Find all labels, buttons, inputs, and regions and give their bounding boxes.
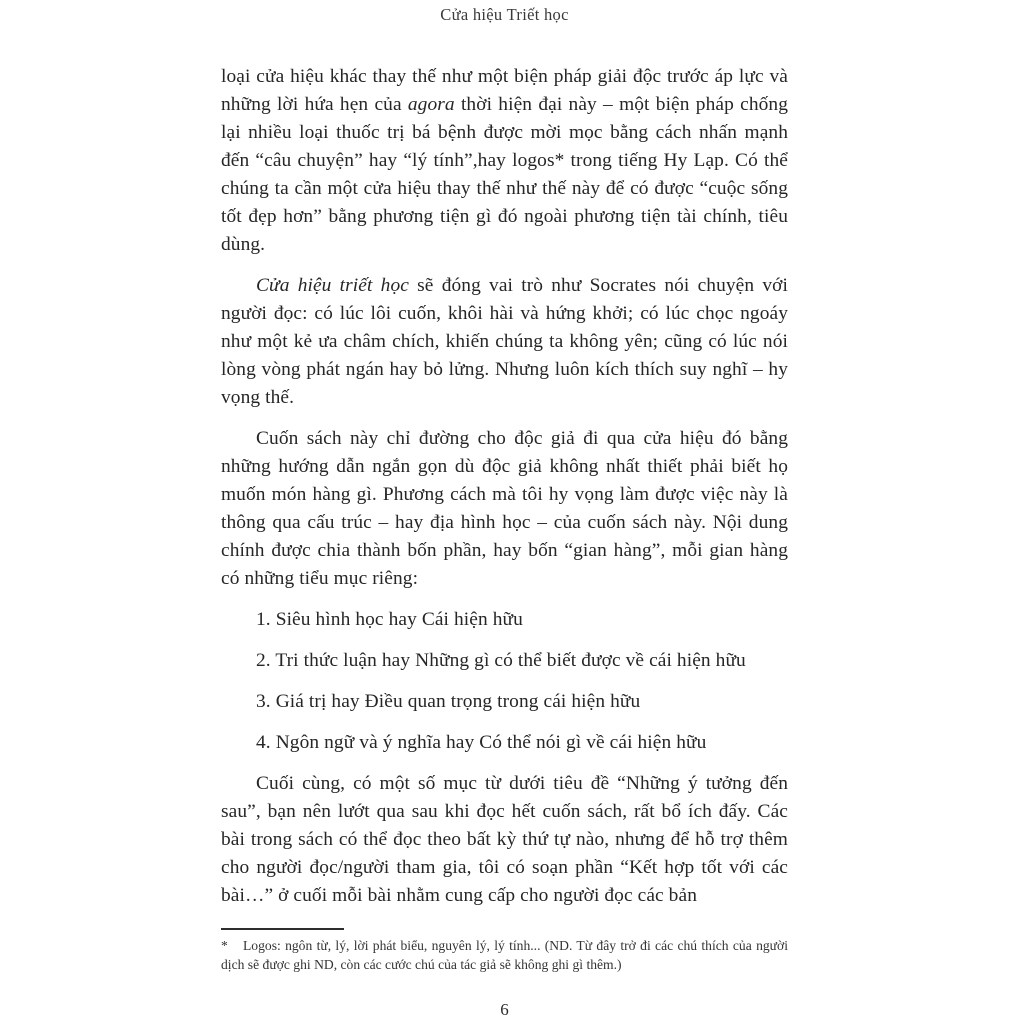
paragraph-4 [221, 770, 788, 910]
list-item-3: 3. Giá trị hay Điều quan trọng trong cái hiện hữu [256, 691, 641, 712]
running-header: Cửa hiệu Triết học [440, 5, 569, 24]
footnote-marker: * [221, 938, 228, 953]
text-run: thời hiện đại này – một biện pháp chống lại nhiều loại thuốc trị bá bệnh được mời mọc bằng cách nhấn mạnh đến “câu chuyện” hay “lý tính”,hay logos* trong tiếng Hy Lạp. Có thể chúng ta cần một cửa hiệu thay thế như thế này để có được “cuộc sống tốt đẹp hơn” bằng phương tiện gì đó ngoài phương tiện tài chính, tiêu dùng. [221, 94, 788, 255]
paragraph-1 [221, 63, 788, 259]
text-run-italic: Cửa hiệu triết học [256, 275, 409, 296]
text-run: sẽ đóng vai trò như Socrates nói chuyện với người đọc: có lúc lôi cuốn, khôi hài và hứng khởi; có lúc chọc ngoáy như một kẻ ưa châm chích, khiến chúng ta không yên; cũng có lúc nói lòng vòng phát ngán hay bỏ lửng. Nhưng luôn kích thích suy nghĩ – hy vọng thế. [221, 275, 789, 408]
list-item-4: 4. Ngôn ngữ và ý nghĩa hay Có thể nói gì về cái hiện hữu [256, 732, 707, 753]
footnote [221, 928, 788, 974]
paragraph-3 [221, 425, 788, 593]
text-run: Cuốn sách này chỉ đường cho độc giả đi qua cửa hiệu đó bằng những hướng dẫn ngắn gọn dù độc giả không nhất thiết phải biết họ muốn món hàng gì. Phương cách mà tôi hy vọng làm được việc này là thông qua cấu trúc – hay địa hình học – của cuốn sách này. Nội dung chính được chia thành bốn phần, hay bốn “gian hàng”, mỗi gian hàng có những tiểu mục riêng: [221, 428, 788, 589]
paragraph-2 [221, 272, 788, 412]
section-list [221, 606, 788, 757]
text-run: Cuối cùng, có một số mục từ dưới tiêu đề “Những ý tưởng đến sau”, bạn nên lướt qua sau khi đọc hết cuốn sách, rất bổ ích đấy. Các bài trong sách có thể đọc theo bất kỳ thứ tự nào, nhưng để hỗ trợ thêm cho người đọc/người tham gia, tôi có soạn phần “Kết hợp tốt với các bài…” ở cuối mỗi bài nhằm cung cấp cho người đọc các bản [221, 773, 788, 906]
list-item-2: 2. Tri thức luận hay Những gì có thể biết được về cái hiện hữu [256, 650, 746, 671]
footnote-rule [221, 928, 344, 930]
page-number: 6 [500, 1000, 509, 1019]
footnote-text [221, 936, 788, 974]
list-item-1: 1. Siêu hình học hay Cái hiện hữu [256, 609, 523, 630]
text-block [221, 63, 788, 923]
text-run-italic: agora [407, 94, 455, 115]
text-run: loại cửa hiệu khác thay thế như một biện pháp giải độc trước áp lực và những lời hứa hẹn của [221, 66, 788, 115]
footnote-body: Logos: ngôn từ, lý, lời phát biểu, nguyên lý, lý tính... (ND. Từ đây trở đi các chú thích của người dịch sẽ được ghi ND, còn các cước chú của tác giả sẽ không ghi gì thêm.) [221, 938, 788, 972]
